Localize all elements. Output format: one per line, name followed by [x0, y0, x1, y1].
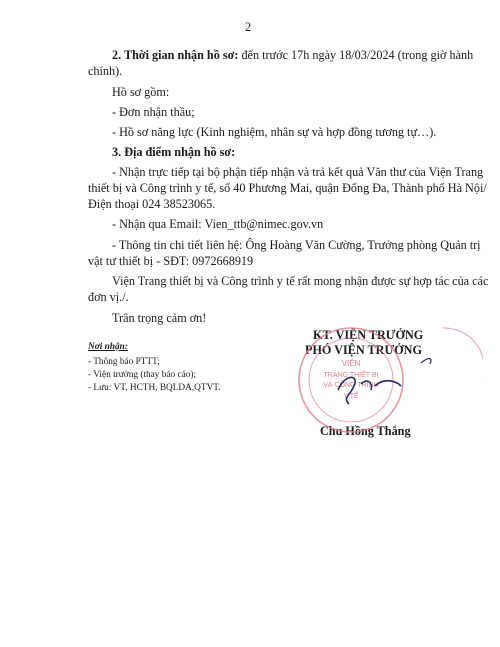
section2-line1: [112, 48, 473, 63]
docs-intro: Hồ sơ gồm:: [112, 85, 170, 99]
section2-text: đến trước 17h ngày 18/03/2024 (trong giờ hành: [238, 48, 474, 62]
recipient-item-1: - Thông báo PTTT;: [88, 357, 160, 367]
page-number: 2: [245, 20, 252, 34]
recipient-item-2: - Viện trưởng (thay báo cáo);: [88, 370, 197, 380]
section2-heading: 2. Thời gian nhận hồ sơ:: [112, 48, 239, 62]
email-line: - Nhận qua Email: Vien_ttb@nimec.gov.vn: [112, 217, 324, 231]
stamp-text-3: VÀ CÔNG TRÌNH: [323, 382, 379, 389]
official-stamp: [283, 318, 483, 444]
recipients-title: Nơi nhận:: [88, 342, 128, 352]
docs-item-1: - Đơn nhận thầu;: [112, 105, 195, 119]
direct-line-1: - Nhận trực tiếp tại bộ phận tiếp nhận và trả kết quả Văn thư của Viện Trang: [112, 165, 484, 179]
section2-line2: chính).: [88, 64, 123, 78]
contact-line-2: vật tư thiết bị - SĐT: 0972668919: [88, 254, 254, 268]
direct-line-3: Điện thoại 024 38523065.: [88, 197, 216, 211]
signature-title-2: PHÓ VIỆN TRƯỞNG: [305, 343, 422, 357]
stamp-text-2: TRANG THIẾT BỊ: [323, 372, 379, 379]
thanks-line: Trân trọng cảm ơn!: [112, 311, 207, 325]
docs-item-2: - Hồ sơ năng lực (Kinh nghiệm, nhân sự và hợp đồng tương tự…).: [112, 125, 437, 139]
recipient-item-3: - Lưu: VT, HCTH, BQLDA,QTVT.: [88, 383, 221, 393]
signature-title-1: KT. VIỆN TRƯỞNG: [313, 328, 424, 342]
closing-line-2: đơn vị./.: [88, 290, 129, 304]
initial-scribble: [421, 359, 431, 364]
stamp-text-1: VIỆN: [341, 359, 361, 368]
closing-line-1: Viện Trang thiết bị và Công trình y tế rất mong nhận được sự hợp tác của các: [112, 274, 489, 288]
stamp-text-4: Y TẾ: [343, 393, 359, 400]
direct-line-2: thiết bị và Công trình y tế, số 40 Phương Mai, quận Đống Đa, Thành phố Hà Nội/: [88, 181, 487, 195]
section3-heading: 3. Địa điểm nhận hồ sơ:: [112, 145, 236, 159]
signer-name: Chu Hồng Thắng: [320, 424, 411, 438]
contact-line-1: - Thông tin chi tiết liên hệ: Ông Hoàng Văn Cường, Trưởng phòng Quản trị: [112, 238, 481, 252]
